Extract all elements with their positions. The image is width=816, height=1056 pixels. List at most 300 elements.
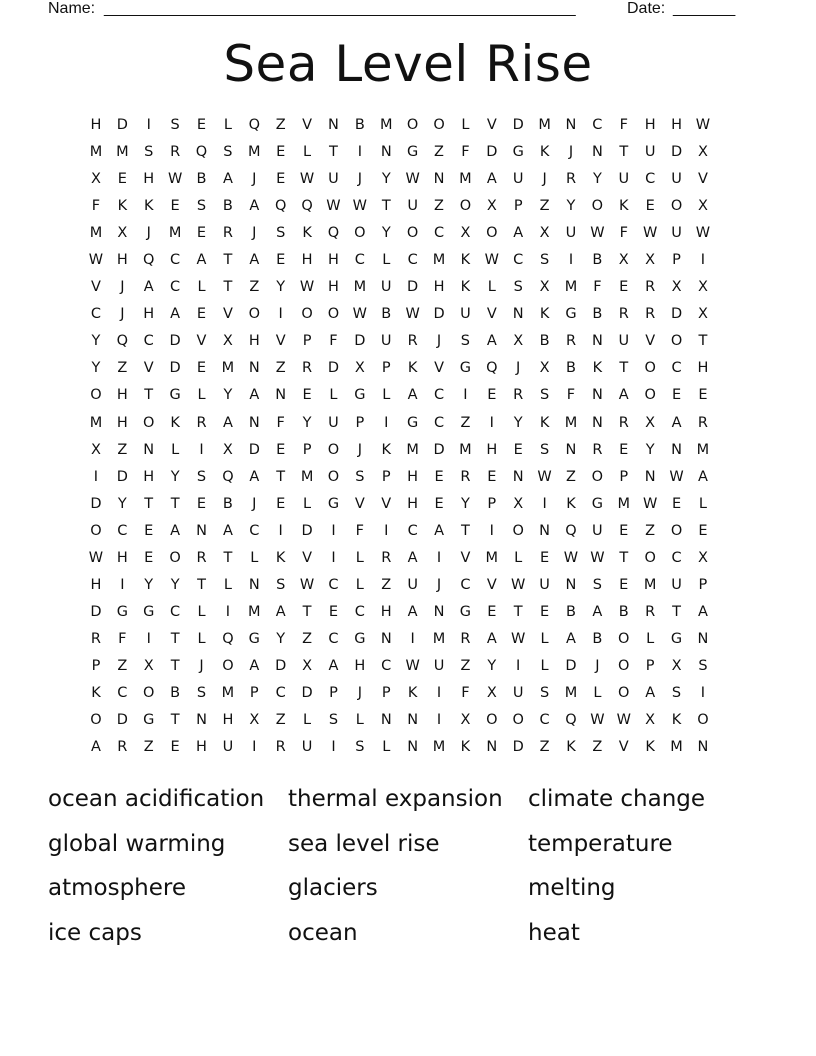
grid-letter[interactable]: S: [196, 684, 207, 701]
grid-letter[interactable]: N: [539, 522, 551, 539]
grid-letter[interactable]: W: [537, 468, 553, 485]
grid-letter[interactable]: I: [146, 117, 152, 133]
grid-letter[interactable]: L: [487, 279, 497, 296]
grid-letter[interactable]: Z: [539, 198, 551, 215]
grid-letter[interactable]: L: [698, 495, 708, 512]
grid-letter[interactable]: X: [697, 198, 709, 215]
grid-letter[interactable]: K: [460, 279, 471, 296]
grid-letter[interactable]: H: [248, 333, 261, 350]
grid-letter[interactable]: N: [565, 441, 577, 458]
grid-letter[interactable]: R: [697, 414, 709, 431]
grid-letter[interactable]: U: [407, 576, 419, 593]
grid-letter[interactable]: O: [644, 360, 657, 377]
grid-letter[interactable]: Q: [143, 252, 155, 269]
grid-letter[interactable]: R: [565, 333, 577, 350]
grid-letter[interactable]: S: [276, 225, 286, 242]
grid-letter[interactable]: D: [301, 522, 314, 539]
grid-letter[interactable]: N: [248, 414, 261, 431]
grid-letter[interactable]: M: [617, 495, 631, 512]
grid-letter[interactable]: O: [406, 225, 419, 242]
grid-letter[interactable]: F: [619, 225, 629, 242]
grid-letter[interactable]: O: [459, 198, 472, 215]
grid-letter[interactable]: X: [90, 441, 102, 458]
grid-letter[interactable]: L: [382, 252, 391, 269]
grid-letter[interactable]: C: [381, 657, 392, 674]
grid-letter[interactable]: X: [486, 198, 498, 215]
grid-letter[interactable]: W: [352, 198, 368, 215]
grid-letter[interactable]: I: [489, 414, 495, 431]
grid-letter[interactable]: B: [222, 198, 234, 215]
grid-letter[interactable]: J: [120, 279, 125, 296]
grid-letter[interactable]: Z: [275, 360, 287, 377]
grid-letter[interactable]: M: [89, 144, 103, 161]
grid-letter[interactable]: V: [196, 333, 207, 350]
grid-letter[interactable]: A: [407, 603, 419, 620]
grid-letter[interactable]: K: [407, 360, 418, 377]
grid-letter[interactable]: U: [460, 306, 472, 323]
grid-letter[interactable]: I: [384, 522, 389, 539]
grid-letter[interactable]: J: [199, 657, 205, 674]
grid-letter[interactable]: E: [276, 144, 286, 161]
grid-letter[interactable]: I: [568, 252, 574, 269]
grid-letter[interactable]: G: [459, 603, 472, 620]
grid-letter[interactable]: D: [327, 360, 340, 377]
grid-letter[interactable]: R: [565, 171, 577, 188]
grid-letter[interactable]: X: [90, 171, 102, 188]
grid-letter[interactable]: X: [645, 712, 656, 729]
grid-letter[interactable]: A: [249, 252, 260, 269]
grid-letter[interactable]: X: [539, 360, 551, 377]
grid-letter[interactable]: S: [698, 657, 709, 674]
grid-letter[interactable]: D: [116, 117, 129, 133]
grid-letter[interactable]: R: [618, 414, 630, 431]
grid-letter[interactable]: R: [407, 333, 419, 350]
grid-letter[interactable]: S: [539, 387, 550, 404]
grid-letter[interactable]: V: [460, 549, 471, 566]
grid-letter[interactable]: H: [143, 306, 155, 323]
grid-letter[interactable]: M: [459, 171, 473, 188]
grid-letter[interactable]: O: [644, 387, 657, 404]
grid-letter[interactable]: K: [539, 144, 550, 161]
grid-letter[interactable]: L: [171, 441, 180, 458]
grid-letter[interactable]: E: [434, 495, 445, 512]
grid-letter[interactable]: H: [301, 252, 314, 269]
grid-letter[interactable]: T: [170, 657, 181, 674]
grid-letter[interactable]: P: [698, 576, 708, 593]
grid-letter[interactable]: I: [436, 549, 442, 566]
grid-letter[interactable]: A: [222, 171, 234, 188]
grid-letter[interactable]: L: [197, 387, 207, 404]
grid-letter[interactable]: A: [513, 225, 524, 242]
grid-letter[interactable]: N: [697, 739, 709, 756]
grid-letter[interactable]: I: [542, 495, 548, 512]
grid-letter[interactable]: T: [276, 468, 286, 485]
grid-letter[interactable]: I: [436, 712, 442, 729]
grid-letter[interactable]: V: [486, 306, 498, 323]
grid-letter[interactable]: W: [695, 117, 711, 133]
grid-letter[interactable]: X: [486, 684, 498, 701]
grid-letter[interactable]: G: [354, 387, 366, 404]
grid-letter[interactable]: A: [434, 522, 445, 539]
grid-letter[interactable]: C: [354, 603, 366, 620]
grid-letter[interactable]: C: [170, 603, 181, 620]
grid-letter[interactable]: G: [248, 630, 261, 647]
grid-letter[interactable]: W: [642, 225, 658, 242]
grid-letter[interactable]: O: [327, 468, 340, 485]
grid-letter[interactable]: M: [300, 468, 314, 485]
grid-letter[interactable]: Y: [381, 225, 392, 242]
grid-letter[interactable]: X: [513, 333, 524, 350]
grid-letter[interactable]: N: [248, 576, 261, 593]
grid-letter[interactable]: S: [539, 684, 550, 701]
grid-letter[interactable]: S: [460, 333, 471, 350]
grid-letter[interactable]: E: [487, 603, 497, 620]
grid-letter[interactable]: M: [89, 225, 103, 242]
grid-letter[interactable]: Y: [513, 414, 524, 431]
grid-letter[interactable]: M: [432, 252, 446, 269]
grid-letter[interactable]: E: [276, 495, 286, 512]
grid-letter[interactable]: L: [461, 117, 470, 133]
grid-letter[interactable]: S: [592, 576, 603, 593]
grid-letter[interactable]: W: [511, 576, 526, 593]
grid-letter[interactable]: L: [197, 279, 207, 296]
grid-letter[interactable]: X: [460, 225, 471, 242]
grid-letter[interactable]: K: [275, 549, 286, 566]
grid-letter[interactable]: M: [643, 576, 657, 593]
grid-letter[interactable]: L: [355, 712, 365, 729]
grid-letter[interactable]: E: [671, 387, 682, 404]
grid-letter[interactable]: R: [645, 603, 656, 620]
grid-letter[interactable]: D: [169, 333, 182, 350]
grid-letter[interactable]: X: [249, 712, 260, 729]
grid-letter[interactable]: J: [357, 684, 363, 701]
grid-letter[interactable]: Y: [302, 414, 312, 431]
grid-letter[interactable]: D: [116, 468, 129, 485]
grid-letter[interactable]: K: [566, 739, 577, 756]
grid-letter[interactable]: L: [540, 630, 550, 647]
grid-letter[interactable]: A: [275, 603, 287, 620]
grid-letter[interactable]: J: [357, 441, 363, 458]
grid-letter[interactable]: A: [407, 387, 419, 404]
grid-letter[interactable]: O: [433, 117, 446, 133]
grid-letter[interactable]: A: [486, 171, 498, 188]
grid-letter[interactable]: D: [486, 144, 498, 161]
grid-letter[interactable]: C: [671, 549, 683, 566]
grid-letter[interactable]: X: [117, 225, 128, 242]
grid-letter[interactable]: N: [591, 414, 604, 431]
grid-letter[interactable]: O: [670, 522, 683, 539]
grid-letter[interactable]: I: [700, 684, 706, 701]
grid-letter[interactable]: Y: [223, 387, 233, 404]
grid-letter[interactable]: A: [407, 549, 419, 566]
grid-letter[interactable]: X: [671, 657, 682, 674]
grid-letter[interactable]: O: [618, 630, 630, 647]
grid-letter[interactable]: F: [593, 279, 603, 296]
grid-letter[interactable]: W: [326, 198, 342, 215]
grid-letter[interactable]: P: [355, 414, 365, 431]
grid-letter[interactable]: U: [328, 414, 340, 431]
grid-letter[interactable]: R: [222, 225, 234, 242]
grid-letter[interactable]: S: [328, 712, 339, 729]
grid-letter[interactable]: M: [564, 279, 578, 296]
grid-letter[interactable]: F: [91, 198, 101, 215]
grid-letter[interactable]: U: [380, 333, 393, 350]
grid-letter[interactable]: E: [671, 495, 682, 512]
grid-letter[interactable]: V: [90, 279, 102, 296]
grid-letter[interactable]: W: [88, 549, 104, 566]
grid-letter[interactable]: E: [434, 468, 445, 485]
grid-letter[interactable]: F: [355, 522, 365, 539]
grid-letter[interactable]: P: [91, 657, 101, 674]
grid-letter[interactable]: H: [697, 360, 709, 377]
grid-letter[interactable]: H: [90, 117, 102, 133]
grid-letter[interactable]: S: [539, 252, 550, 269]
grid-letter[interactable]: G: [169, 387, 182, 404]
grid-letter[interactable]: O: [670, 198, 683, 215]
grid-letter[interactable]: M: [432, 630, 446, 647]
grid-letter[interactable]: O: [644, 549, 657, 566]
grid-letter[interactable]: A: [697, 603, 709, 620]
grid-letter[interactable]: L: [382, 739, 391, 756]
grid-letter[interactable]: P: [329, 684, 339, 701]
grid-letter[interactable]: Q: [301, 198, 314, 215]
grid-letter[interactable]: V: [381, 495, 392, 512]
grid-letter[interactable]: K: [381, 441, 392, 458]
grid-letter[interactable]: X: [618, 252, 630, 269]
grid-letter[interactable]: W: [642, 495, 658, 512]
grid-letter[interactable]: L: [250, 549, 259, 566]
grid-letter[interactable]: P: [381, 684, 392, 701]
grid-letter[interactable]: B: [618, 603, 630, 620]
grid-letter[interactable]: W: [590, 712, 606, 729]
grid-letter[interactable]: T: [302, 603, 312, 620]
grid-letter[interactable]: K: [91, 684, 102, 701]
grid-letter[interactable]: H: [407, 495, 419, 512]
grid-letter[interactable]: K: [170, 414, 181, 431]
grid-letter[interactable]: C: [170, 252, 181, 269]
grid-letter[interactable]: M: [538, 117, 552, 133]
grid-letter[interactable]: N: [143, 441, 155, 458]
grid-letter[interactable]: M: [248, 144, 262, 161]
grid-letter[interactable]: H: [143, 468, 155, 485]
grid-letter[interactable]: D: [301, 684, 314, 701]
grid-letter[interactable]: G: [116, 603, 129, 620]
grid-letter[interactable]: U: [618, 333, 630, 350]
grid-letter[interactable]: U: [671, 225, 683, 242]
grid-letter[interactable]: U: [671, 171, 683, 188]
grid-letter[interactable]: N: [591, 333, 604, 350]
grid-letter[interactable]: L: [197, 603, 207, 620]
grid-letter[interactable]: I: [331, 522, 337, 539]
grid-letter[interactable]: O: [618, 657, 630, 674]
grid-letter[interactable]: H: [222, 712, 234, 729]
grid-letter[interactable]: R: [302, 360, 313, 377]
grid-letter[interactable]: U: [539, 576, 551, 593]
grid-letter[interactable]: M: [485, 549, 499, 566]
grid-letter[interactable]: W: [669, 468, 685, 485]
grid-letter[interactable]: E: [619, 522, 629, 539]
grid-letter[interactable]: A: [249, 387, 260, 404]
grid-letter[interactable]: U: [671, 576, 683, 593]
grid-letter[interactable]: N: [512, 306, 525, 323]
grid-letter[interactable]: Q: [195, 144, 208, 161]
grid-letter[interactable]: O: [90, 387, 103, 404]
grid-letter[interactable]: G: [670, 630, 683, 647]
grid-letter[interactable]: N: [671, 441, 683, 458]
grid-letter[interactable]: K: [460, 252, 471, 269]
grid-letter[interactable]: D: [116, 712, 129, 729]
grid-letter[interactable]: Q: [565, 522, 578, 539]
grid-letter[interactable]: U: [592, 522, 604, 539]
grid-letter[interactable]: J: [436, 333, 442, 350]
grid-letter[interactable]: P: [381, 468, 392, 485]
grid-letter[interactable]: S: [223, 144, 233, 161]
grid-letter[interactable]: Q: [222, 468, 235, 485]
grid-letter[interactable]: M: [379, 117, 393, 133]
grid-letter[interactable]: D: [90, 495, 103, 512]
grid-letter[interactable]: W: [167, 171, 183, 188]
grid-letter[interactable]: W: [299, 279, 315, 296]
grid-letter[interactable]: T: [672, 603, 682, 620]
grid-letter[interactable]: E: [619, 576, 629, 593]
grid-letter[interactable]: V: [618, 739, 630, 756]
grid-letter[interactable]: J: [568, 144, 574, 161]
grid-letter[interactable]: D: [90, 603, 103, 620]
grid-letter[interactable]: X: [697, 144, 709, 161]
grid-letter[interactable]: R: [275, 739, 287, 756]
grid-letter[interactable]: M: [406, 441, 420, 458]
grid-letter[interactable]: Y: [460, 495, 471, 512]
grid-letter[interactable]: N: [644, 468, 657, 485]
grid-letter[interactable]: I: [146, 630, 152, 647]
grid-letter[interactable]: P: [672, 252, 682, 269]
grid-letter[interactable]: O: [670, 333, 683, 350]
grid-letter[interactable]: I: [331, 739, 337, 756]
grid-letter[interactable]: K: [117, 198, 128, 215]
grid-letter[interactable]: Y: [117, 495, 128, 512]
grid-letter[interactable]: O: [486, 225, 499, 242]
grid-letter[interactable]: A: [170, 522, 181, 539]
grid-letter[interactable]: I: [199, 441, 205, 458]
grid-letter[interactable]: H: [90, 576, 102, 593]
grid-letter[interactable]: T: [144, 387, 154, 404]
grid-letter[interactable]: I: [252, 739, 257, 756]
grid-letter[interactable]: E: [540, 603, 550, 620]
grid-letter[interactable]: V: [645, 333, 656, 350]
grid-letter[interactable]: E: [170, 198, 181, 215]
grid-letter[interactable]: K: [566, 495, 577, 512]
grid-letter[interactable]: H: [644, 117, 657, 133]
grid-letter[interactable]: J: [595, 657, 600, 674]
grid-letter[interactable]: R: [513, 387, 524, 404]
grid-letter[interactable]: A: [222, 414, 234, 431]
grid-letter[interactable]: D: [512, 739, 525, 756]
grid-letter[interactable]: N: [565, 576, 577, 593]
grid-letter[interactable]: R: [460, 468, 471, 485]
grid-letter[interactable]: Z: [275, 117, 287, 133]
grid-letter[interactable]: U: [328, 171, 340, 188]
grid-letter[interactable]: M: [432, 739, 446, 756]
grid-letter[interactable]: B: [566, 603, 577, 620]
grid-letter[interactable]: E: [196, 225, 207, 242]
grid-letter[interactable]: Z: [592, 739, 603, 756]
grid-letter[interactable]: G: [407, 414, 419, 431]
grid-letter[interactable]: C: [671, 360, 683, 377]
grid-letter[interactable]: O: [512, 712, 525, 729]
grid-letter[interactable]: A: [697, 468, 709, 485]
grid-letter[interactable]: Z: [302, 630, 313, 647]
grid-letter[interactable]: H: [328, 252, 340, 269]
grid-letter[interactable]: R: [592, 441, 603, 458]
grid-letter[interactable]: S: [513, 279, 524, 296]
grid-letter[interactable]: E: [196, 360, 207, 377]
grid-letter[interactable]: H: [116, 549, 129, 566]
grid-letter[interactable]: M: [89, 414, 103, 431]
grid-letter[interactable]: N: [512, 468, 525, 485]
grid-letter[interactable]: E: [619, 279, 629, 296]
grid-letter[interactable]: A: [222, 522, 234, 539]
grid-letter[interactable]: M: [670, 739, 684, 756]
grid-letter[interactable]: B: [170, 684, 181, 701]
grid-letter[interactable]: T: [619, 360, 629, 377]
grid-letter[interactable]: L: [382, 387, 391, 404]
grid-letter[interactable]: N: [565, 117, 577, 133]
grid-letter[interactable]: O: [512, 522, 525, 539]
grid-letter[interactable]: W: [511, 630, 526, 647]
grid-letter[interactable]: A: [249, 657, 260, 674]
grid-letter[interactable]: E: [302, 387, 313, 404]
grid-letter[interactable]: A: [143, 279, 155, 296]
grid-letter[interactable]: W: [695, 225, 711, 242]
grid-letter[interactable]: I: [93, 468, 99, 485]
grid-letter[interactable]: I: [120, 576, 125, 593]
grid-letter[interactable]: C: [143, 333, 155, 350]
grid-letter[interactable]: K: [592, 360, 603, 377]
grid-letter[interactable]: F: [566, 387, 576, 404]
grid-letter[interactable]: R: [645, 279, 656, 296]
grid-letter[interactable]: E: [196, 495, 207, 512]
grid-letter[interactable]: T: [223, 252, 233, 269]
grid-letter[interactable]: U: [301, 739, 313, 756]
grid-letter[interactable]: G: [459, 360, 472, 377]
grid-letter[interactable]: U: [565, 225, 577, 242]
grid-letter[interactable]: H: [486, 441, 498, 458]
grid-letter[interactable]: O: [301, 306, 314, 323]
grid-letter[interactable]: H: [407, 468, 419, 485]
grid-letter[interactable]: E: [196, 117, 207, 133]
grid-letter[interactable]: T: [619, 144, 629, 161]
grid-letter[interactable]: W: [352, 306, 368, 323]
grid-letter[interactable]: F: [461, 144, 471, 161]
grid-letter[interactable]: A: [592, 603, 603, 620]
grid-letter[interactable]: A: [618, 387, 630, 404]
grid-letter[interactable]: S: [276, 576, 286, 593]
grid-letter[interactable]: G: [512, 144, 525, 161]
grid-letter[interactable]: C: [407, 522, 419, 539]
grid-letter[interactable]: M: [696, 441, 710, 458]
grid-letter[interactable]: I: [278, 522, 284, 539]
grid-letter[interactable]: T: [170, 630, 181, 647]
grid-letter[interactable]: U: [512, 684, 524, 701]
grid-letter[interactable]: Y: [276, 279, 286, 296]
grid-letter[interactable]: P: [487, 495, 497, 512]
grid-letter[interactable]: B: [566, 360, 577, 377]
grid-letter[interactable]: H: [116, 414, 129, 431]
grid-letter[interactable]: P: [513, 198, 524, 215]
grid-letter[interactable]: D: [565, 657, 578, 674]
grid-letter[interactable]: K: [143, 198, 154, 215]
grid-letter[interactable]: T: [513, 603, 524, 620]
